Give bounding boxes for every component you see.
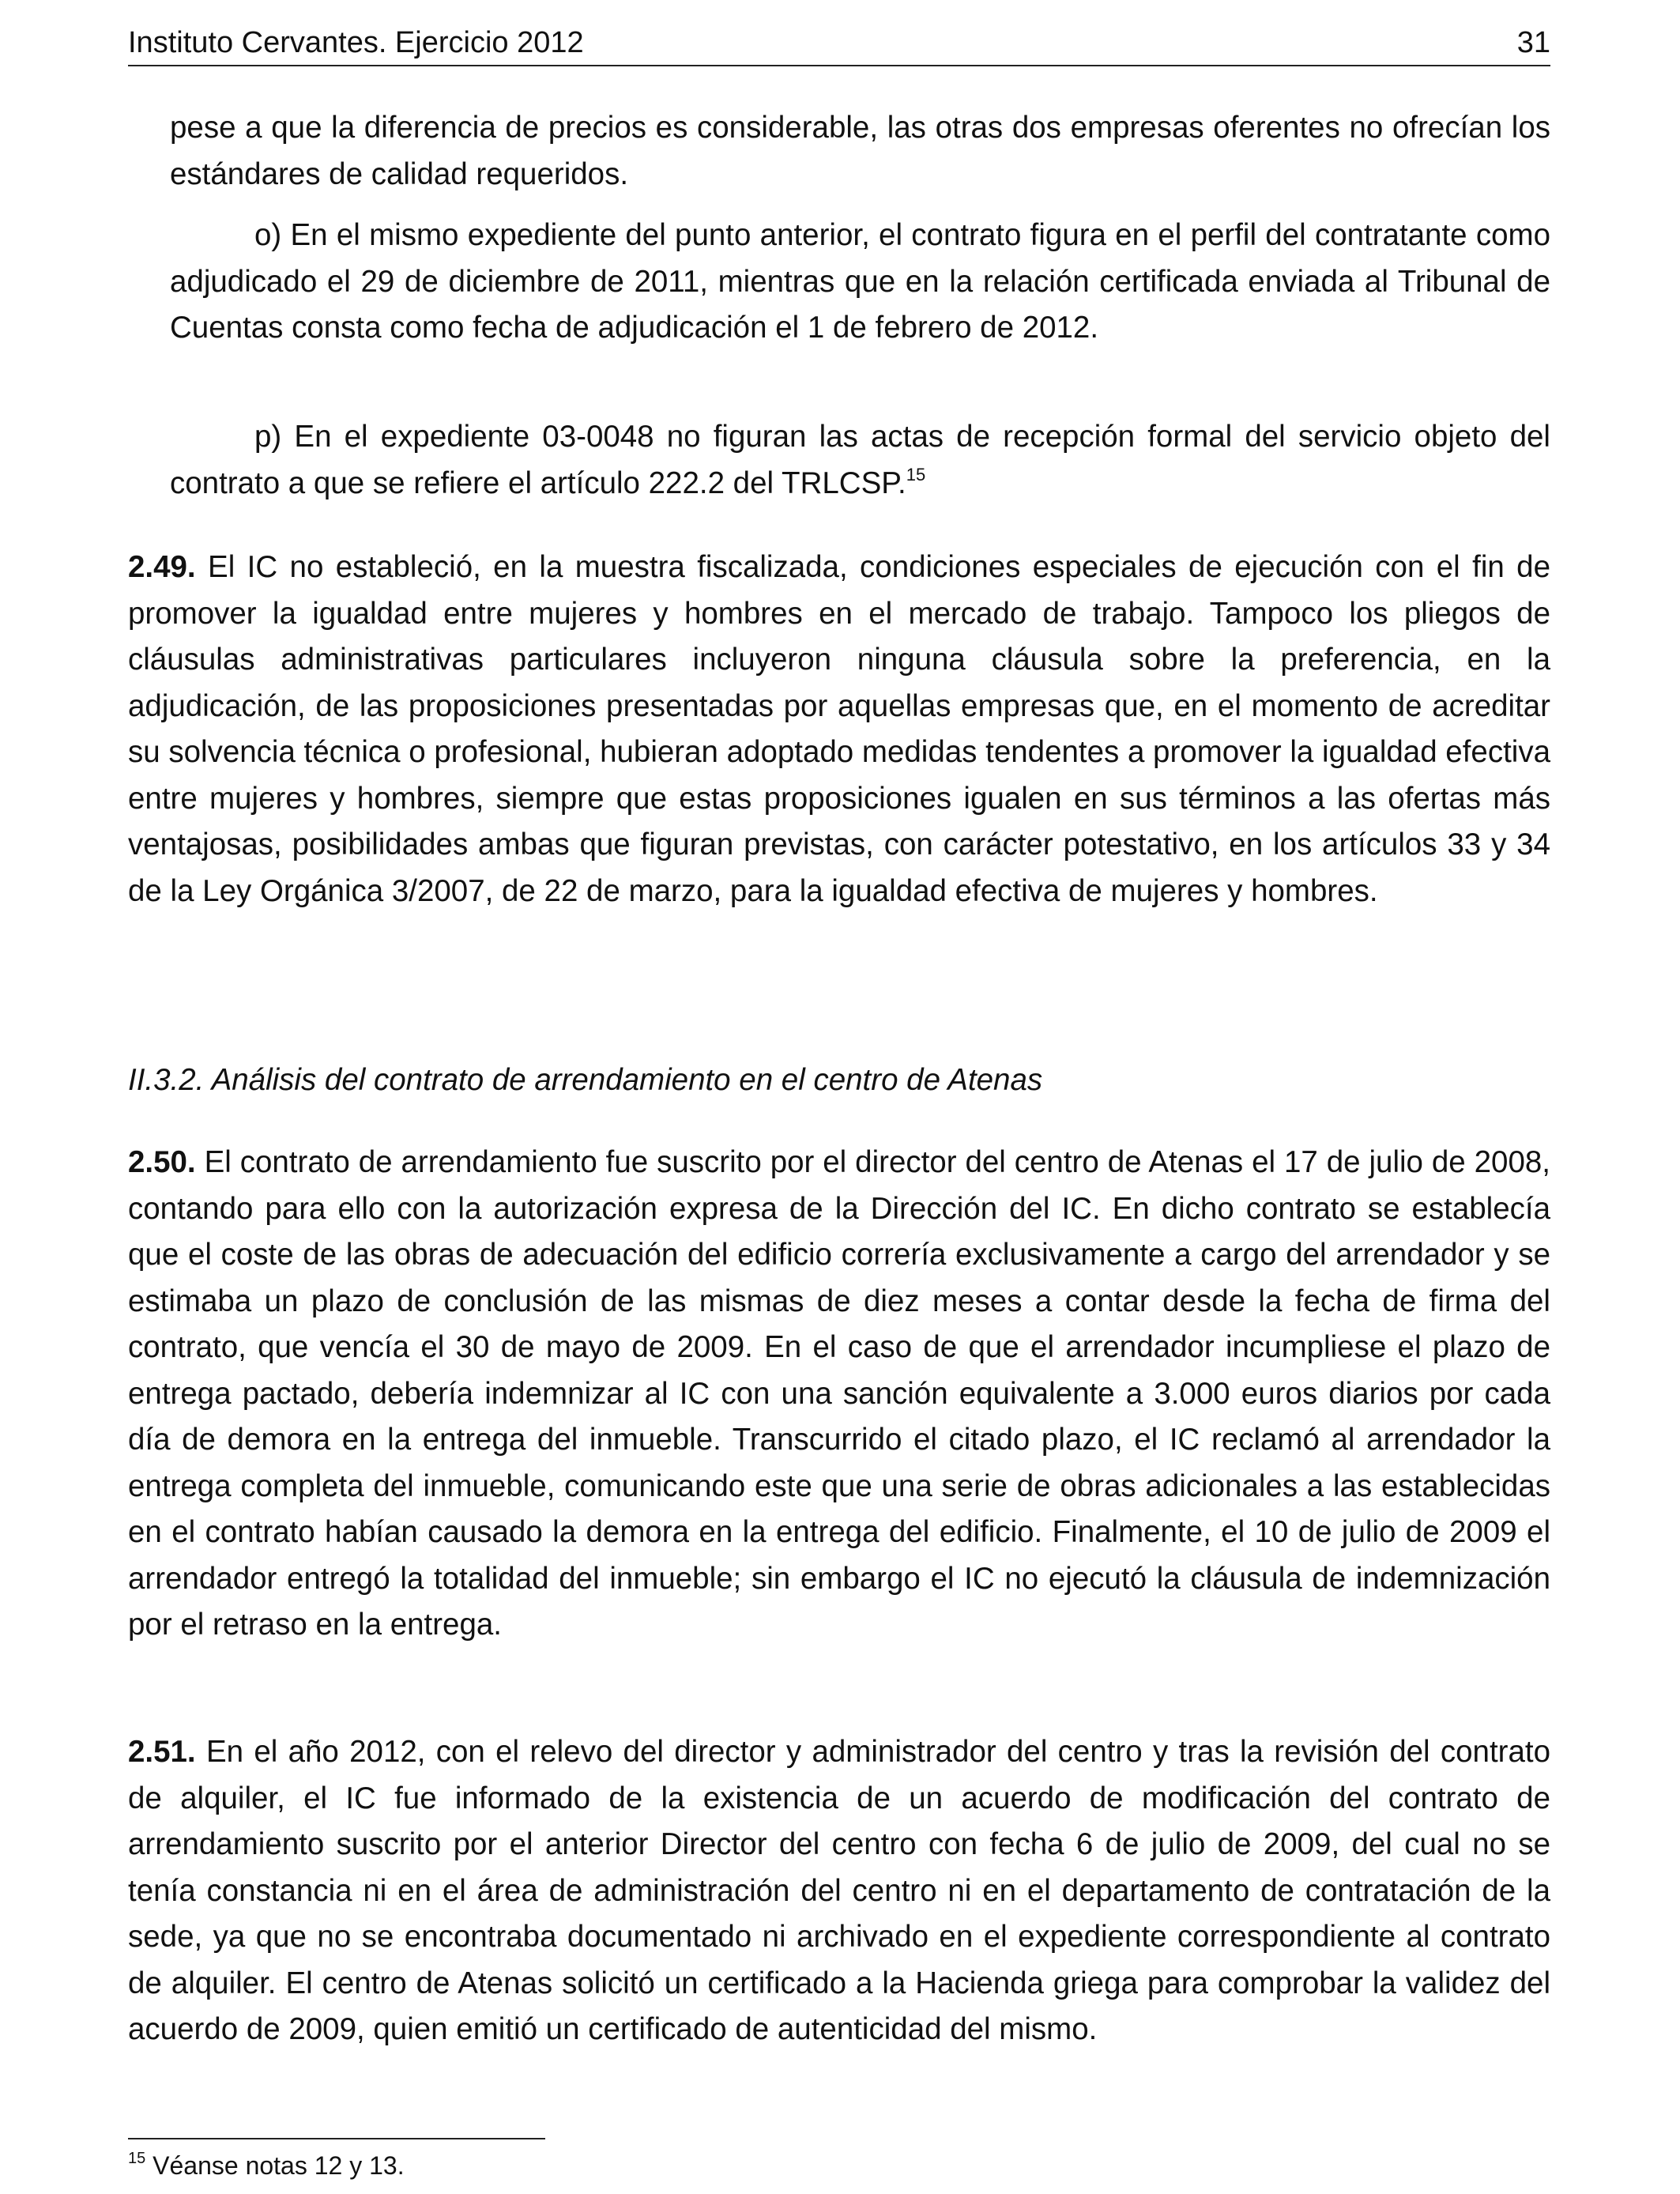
footnote-text: Véanse notas 12 y 13. <box>145 2151 405 2180</box>
paragraph-text: El IC no estableció, en la muestra fiscalizada, condiciones especiales de ejecución con el fin de promover la igualdad entre mujeres y hombres en el mercado de trabajo. Tampoco los pliegos de cláusulas administrativas particulares incluyeron ninguna cláusula sobre la preferencia, en la adjudicación, de las proposiciones presentadas por aquellas empresas que, en el momento de acreditar su solvencia técnica o profesional, hubieran adoptado medidas tendentes a promover la igualdad efectiva entre mujeres y hombres, siempre que estas proposiciones igualen en sus términos a las ofertas más ventajosas, posibilidades ambas que figuran previstas, con carácter potestativo, en los artículos 33 y 34 de la Ley Orgánica 3/2007, de 22 de marzo, para la igualdad efectiva de mujeres y hombres. <box>128 550 1550 908</box>
footnote <box>128 2148 405 2183</box>
paragraph-number: 2.51. <box>128 1735 196 1769</box>
header-title: Instituto Cervantes. Ejercicio 2012 <box>128 26 584 59</box>
paragraph-continuation: pese a que la diferencia de precios es considerable, las otras dos empresas oferentes no ofrecían los estándares de calidad requeridos. <box>170 111 1550 191</box>
paragraph-item-p-text: p) En el expediente 03-0048 no figuran las actas de recepción formal del servicio objeto del contrato a que se refiere el artículo 222.2 del TRLCSP. <box>170 420 1550 500</box>
paragraph-item-p <box>170 414 1550 507</box>
paragraph-2-49 <box>128 545 1550 914</box>
paragraph-number: 2.50. <box>128 1145 196 1179</box>
page-number: 31 <box>1516 26 1550 59</box>
paragraph-2-51 <box>128 1729 1550 2053</box>
paragraph-2-50 <box>128 1140 1550 1649</box>
paragraph-number: 2.49. <box>128 550 196 584</box>
footnote-number: 15 <box>128 2150 146 2167</box>
paragraph-text: El contrato de arrendamiento fue suscrito por el director del centro de Atenas el 17 de julio de 2008, contando para ello con la autorización expresa de la Dirección del IC. En dicho contrato se establecía que el coste de las obras de adecuación del edificio correría exclusivamente a cargo del arrendador y se estimaba un plazo de conclusión de las mismas de diez meses a contar desde la fecha de firma del contrato, que vencía el 30 de mayo de 2009. En el caso de que el arrendador incumpliese el plazo de entrega pactado, debería indemnizar al IC con una sanción equivalente a 3.000 euros diarios por cada día de demora en la entrega del inmueble. Transcurrido el citado plazo, el IC reclamó al arrendador la entrega completa del inmueble, comunicando este que una serie de obras adicionales a las establecidas en el contrato habían causado la demora en la entrega del edificio. Finalmente, el 10 de julio de 2009 el arrendador entregó la totalidad del inmueble; sin embargo el IC no ejecutó la cláusula de indemnización por el retraso en la entrega. <box>128 1145 1550 1642</box>
page-header <box>128 21 1550 66</box>
paragraph-text: En el año 2012, con el relevo del director y administrador del centro y tras la revisión del contrato de alquiler, el IC fue informado de la existencia de un acuerdo de modificación del contrato de arrendamiento suscrito por el anterior Director del centro con fecha 6 de julio de 2009, del cual no se tenía constancia ni en el área de administración del centro ni en el departamento de contratación de la sede, ya que no se encontraba documentado ni archivado en el expediente correspondiente al contrato de alquiler. El centro de Atenas solicitó un certificado a la Hacienda griega para comprobar la validez del acuerdo de 2009, quien emitió un certificado de autenticidad del mismo. <box>128 1735 1550 2046</box>
section-heading: II.3.2. Análisis del contrato de arrendamiento en el centro de Atenas <box>128 1063 1043 1097</box>
footnote-separator <box>128 2138 545 2139</box>
footnote-reference: 15 <box>906 464 926 484</box>
paragraph-item-o: o) En el mismo expediente del punto anterior, el contrato figura en el perfil del contratante como adjudicado el 29 de diciembre de 2011, mientras que en la relación certificada enviada al Tribunal de Cuentas consta como fecha de adjudicación el 1 de febrero de 2012. <box>170 218 1550 345</box>
